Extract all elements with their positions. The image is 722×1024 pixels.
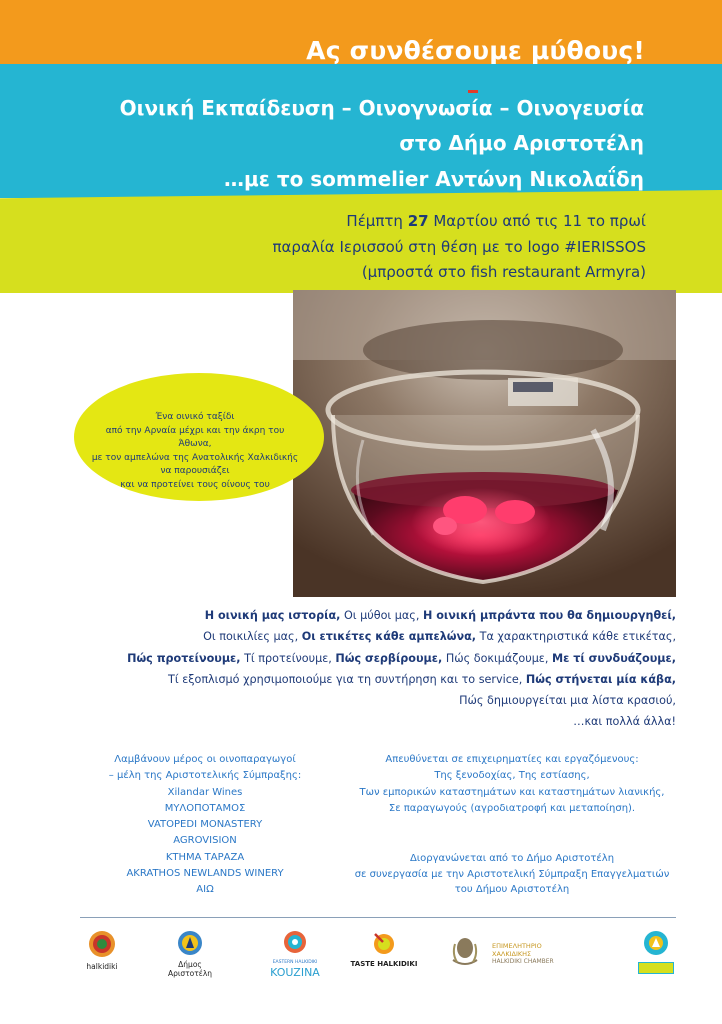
ellipse-line: με τον αμπελώνα της Ανατολικής Χαλκιδικής [91,452,299,463]
page-title: Ας συνθέσουμε μύθους! [306,36,645,65]
topics-line-2 [56,626,676,647]
event-date-prefix: Πέμπτη [346,212,408,230]
topics-line-6: …και πολλά άλλα! [573,715,676,729]
chamber-emblem [450,934,480,972]
event-location-note: (μπροστά στο fish restaurant Armyra) [361,263,646,281]
halkidiki-logo-label: halkidiki [86,962,118,971]
topic-bold: Πώς στήνεται μία κάβα, [525,672,676,686]
aristotelian-partnership-logo [636,930,676,974]
organizer-line: Διοργανώνεται από το Δήμο Αριστοτέλη [409,853,615,864]
event-location-line: παραλία Ιερισσού στη θέση με το logo #IERISSOS [272,238,646,256]
topic-text: Πώς δοκιμάζουμε, [442,651,552,665]
dimos-logo-label-2: Αριστοτέλη [167,969,213,978]
footer-divider [80,917,676,918]
participants-intro: Λαμβάνουν μέρος οι οινοπαραγωγοί [114,754,296,765]
topics-line-5: Πώς δημιουργείται μια λίστα κρασιού, [459,694,676,708]
ellipse-line: να παρουσιάζει [160,466,230,476]
winery-item: ΑΙΩ [196,884,214,896]
chamber-label-2: ΧΑΛΚΙΔΙΚΗΣ [492,950,532,958]
eastern-halkidiki-kouzina-logo [268,930,322,979]
wine-glass-photo [293,290,676,597]
organizer-block [338,851,686,898]
dimos-aristoteli-logo [164,930,216,978]
topic-bold: Οι ετικέτες κάθε αμπελώνα, [301,630,477,644]
topic-bold: Η οινική μας ιστορία, [204,609,341,622]
ellipse-text [90,411,300,492]
kouzina-emblem-icon [283,930,307,954]
winery-item: VATOPEDI MONASTERY [147,819,263,831]
audience-column [338,752,686,817]
taste-halkidiki-logo [348,930,420,969]
audience-line: Της ξενοδοχίας, Της εστίασης, [434,770,590,782]
event-day: 27 [407,212,429,230]
ellipse-line: και να προτείνει τους οίνους του [120,479,270,490]
winery-item: AGROVISION [173,835,237,847]
dimos-logo-label-1: Δήμος [178,960,202,969]
chamber-label-3: HALKIDIKI CHAMBER [492,958,554,965]
topic-bold: Πώς προτείνουμε, [127,651,241,665]
winery-item: Xilandar Wines [167,786,243,798]
topic-text: Οι μύθοι μας, [340,609,423,622]
organizer-line: σε συνεργασία με την Αριστοτελική Σύμπραξη Επαγγελματιών [354,868,670,880]
laurel-head-icon [450,934,480,968]
topics-line-4 [56,669,676,690]
chamber-text [492,942,582,966]
taste-label: TASTE HALKIDIKI [350,960,418,968]
event-date-line [346,212,646,230]
subtitle-line-3: …με το sommelier Αντώνη Νικολαΐδη [224,167,644,191]
event-date-suffix: Μαρτίου από τις 11 το πρωί [428,212,646,230]
topic-bold: Η οινική μπράντα που θα δημιουργηθεί, [422,609,676,622]
partnership-emblem-icon [643,930,669,956]
ellipse-line: από την Αρναία μέχρι και την άκρη του Άθωνα, [105,425,285,449]
kouzina-small-label: EASTERN HALKIDIKI [272,960,318,965]
topic-text: Τα χαρακτηριστικά κάθε ετικέτας, [476,630,676,644]
chamber-label-1: ΕΠΙΜΕΛΗΤΗΡΙΟ [492,942,542,950]
topics-line-1 [56,605,676,626]
topic-text: Οι ποικιλίες μας, [203,630,302,644]
topic-text: Τί εξοπλισμό χρησιμοποιούμε για τη συντήρηση και το service, [168,672,526,686]
topics-paragraph [56,605,676,733]
subtitle-line-2: στο Δήμο Αριστοτέλη [399,131,644,155]
organizer-line: του Δήμου Αριστοτέλη [454,884,570,895]
topic-bold: Πώς σερβίρουμε, [335,651,443,665]
participants-column [100,752,310,899]
subtitle-line-1: Οινική Εκπαίδευση – Οινογνωσία – Οινογευσία [119,96,644,120]
title-accent-mark [468,90,478,93]
winery-item: ΚΤΗΜΑ ΤΑΡΑΖΑ [165,851,245,863]
participants-intro: – μέλη της Αριστοτελικής Σύμπραξης: [108,770,302,782]
partnership-banner [638,962,674,974]
ellipse-line: Ένα οινικό ταξίδι [155,412,235,422]
kouzina-label: KOUZINA [270,966,320,979]
audience-line: Σε παραγωγούς (αγροδιατροφή και μεταποίηση). [388,802,636,814]
topics-line-3 [56,648,676,669]
halkidiki-emblem-icon [88,930,116,958]
taste-emblem-icon [371,930,397,956]
winery-item: ΜΥΛΟΠΟΤΑΜΟΣ [164,802,246,814]
halkidiki-logo [82,930,122,971]
dimos-emblem-icon [177,930,203,956]
topic-bold: Με τί συνδυάζουμε, [551,651,676,665]
winery-item: AKRATHOS NEWLANDS WINERY [126,868,284,880]
audience-line: Απευθύνεται σε επιχειρηματίες και εργαζόμενους: [385,754,639,765]
audience-line: Των εμπορικών καταστημάτων και καταστημάτων λιανικής, [359,786,665,798]
topic-text: Τί προτείνουμε, [240,651,336,665]
